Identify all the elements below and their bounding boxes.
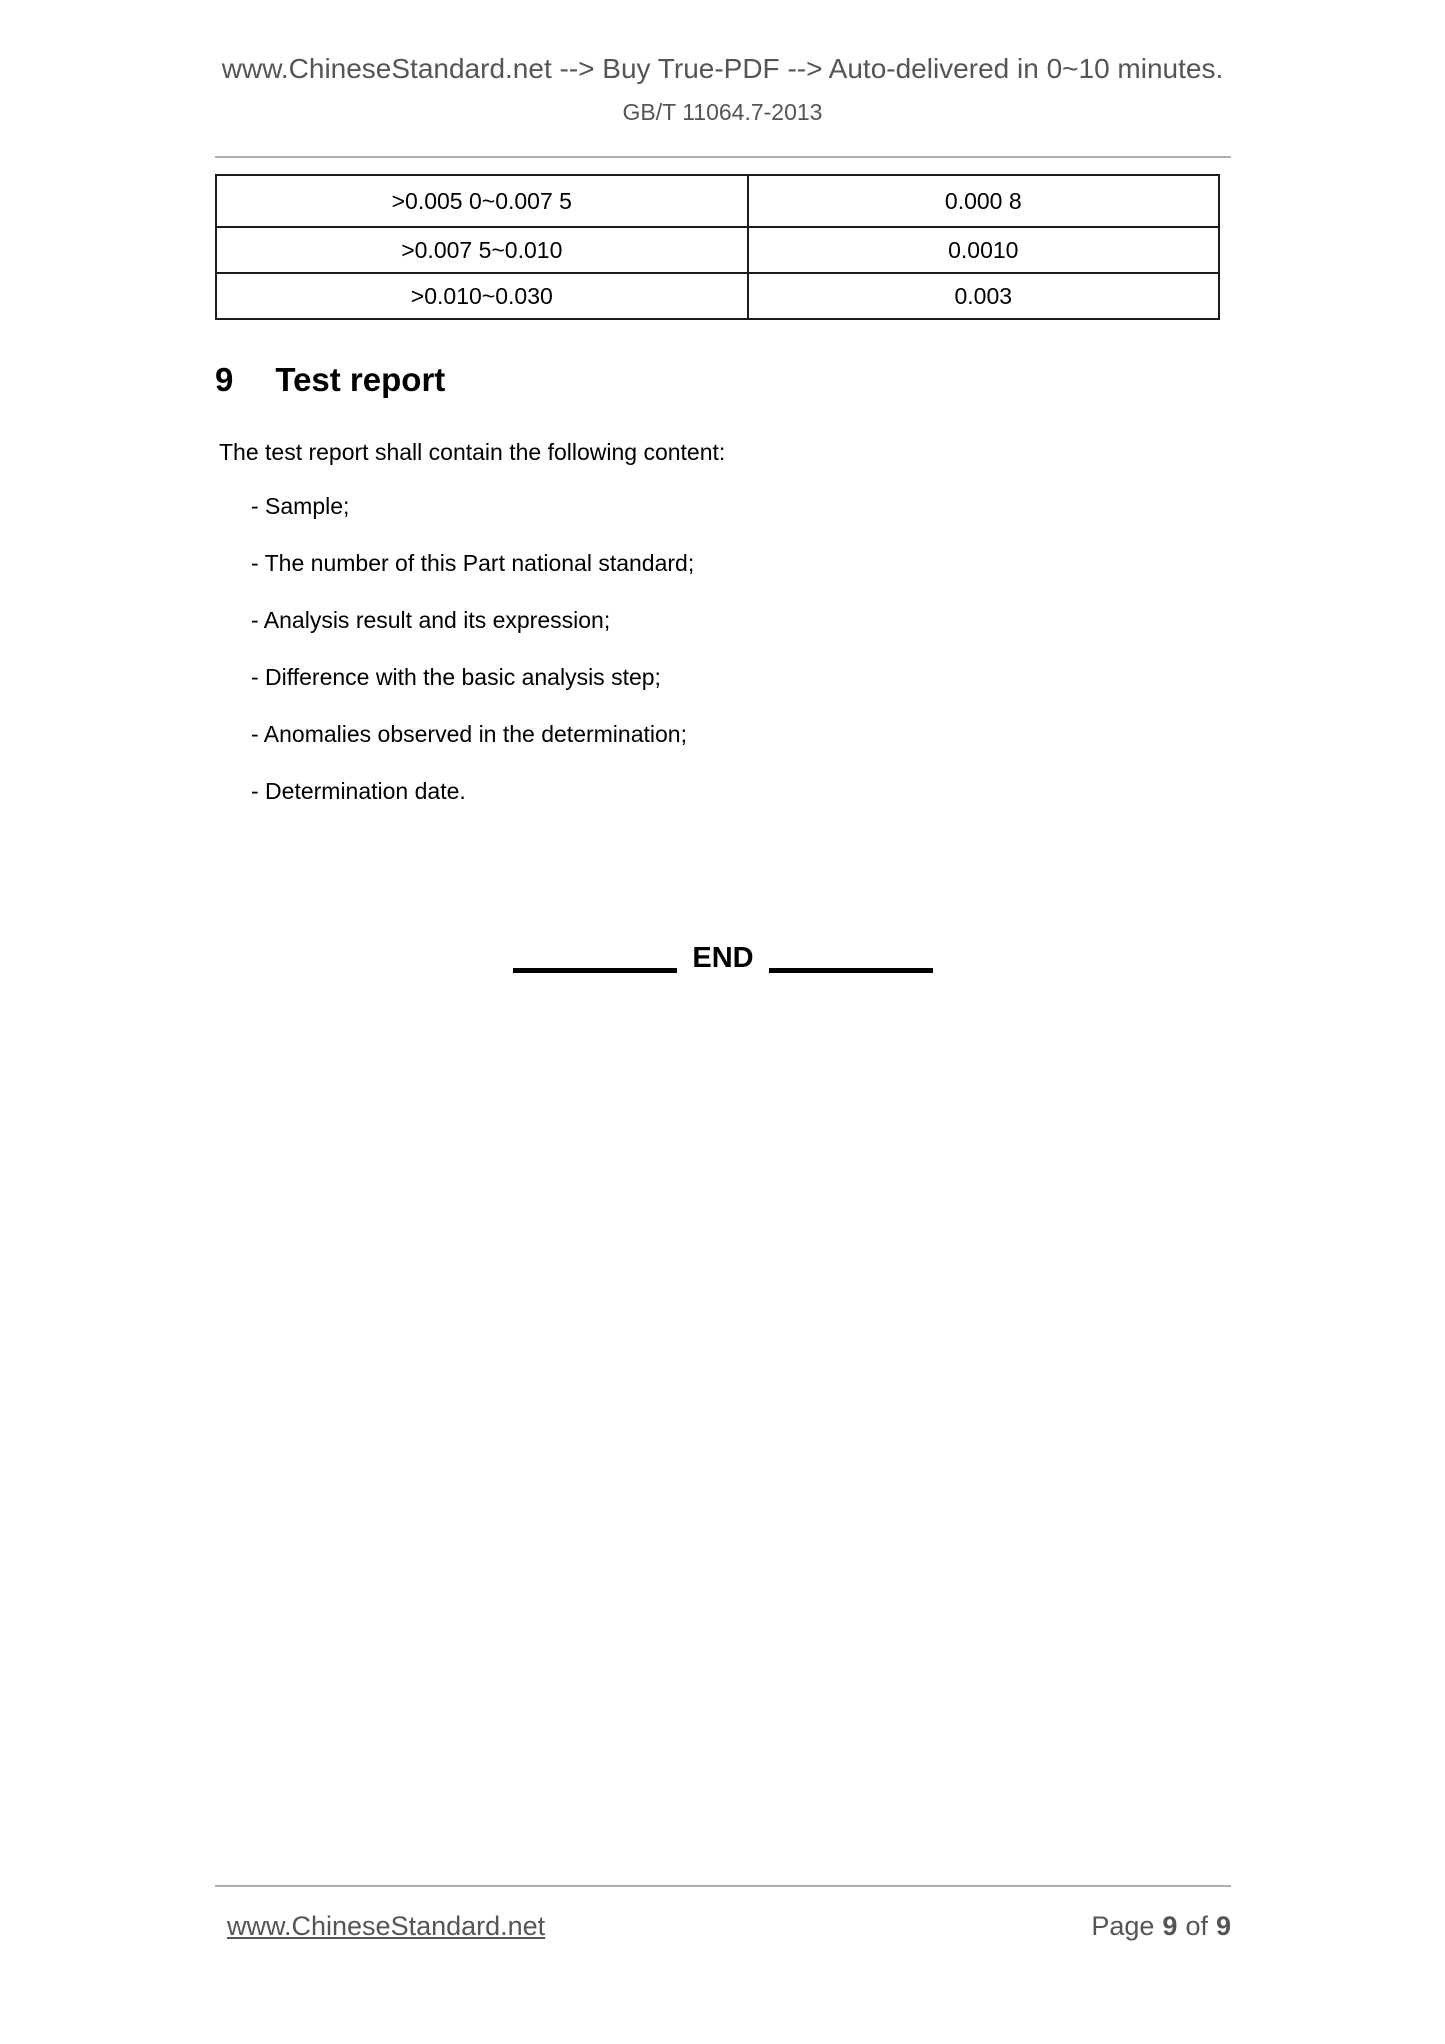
table-cell-value: 0.0010 [748, 227, 1219, 273]
report-content-list [251, 495, 694, 837]
section-title: Test report [275, 361, 446, 398]
section-number: 9 [215, 361, 234, 398]
page-indicator-of: of [1185, 1911, 1208, 1941]
end-rule-left [513, 968, 677, 973]
section-intro-paragraph: The test report shall contain the following content: [219, 439, 726, 465]
table-row [216, 175, 1219, 227]
table-cell-range: >0.007 5~0.010 [216, 227, 748, 273]
page-indicator-current: 9 [1162, 1911, 1178, 1941]
header-divider-rule [215, 156, 1231, 158]
list-item: - Anomalies observed in the determination; [251, 721, 687, 747]
tolerance-table [215, 174, 1220, 320]
footer-divider-rule [215, 1885, 1231, 1887]
list-item: - Analysis result and its expression; [251, 607, 611, 633]
end-marker [215, 940, 1231, 976]
table-row [216, 227, 1219, 273]
table-cell-range: >0.010~0.030 [216, 273, 748, 319]
list-item: - Difference with the basic analysis step; [251, 664, 661, 690]
page-indicator [1091, 1910, 1231, 1943]
table-cell-range: >0.005 0~0.007 5 [216, 175, 748, 227]
table-cell-value: 0.003 [748, 273, 1219, 319]
list-item: - The number of this Part national standard; [251, 550, 695, 576]
header-standard-number: GB/T 11064.7-2013 [622, 99, 823, 125]
page-indicator-prefix: Page [1091, 1911, 1155, 1941]
end-rule-right [769, 968, 933, 973]
end-label: END [692, 942, 754, 974]
header-site-banner: www.ChineseStandard.net --> Buy True-PDF --> Auto-delivered in 0~10 minutes. [221, 53, 1224, 84]
page-indicator-total: 9 [1215, 1911, 1231, 1941]
table-cell-value: 0.000 8 [748, 175, 1219, 227]
section-heading [215, 360, 445, 400]
footer [215, 1910, 1231, 1943]
list-item: - Sample; [251, 493, 350, 519]
table-row [216, 273, 1219, 319]
footer-site-link[interactable]: www.ChineseStandard.net [227, 1911, 546, 1941]
list-item: - Determination date. [251, 778, 466, 804]
